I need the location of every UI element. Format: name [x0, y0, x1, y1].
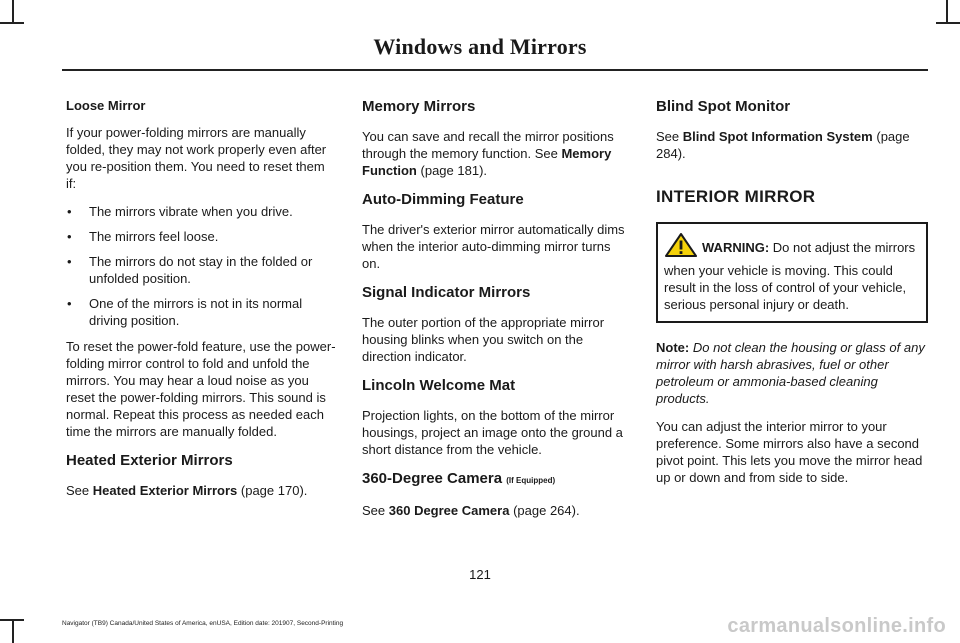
watermark: carmanualsonline.info	[727, 615, 946, 637]
memory-mirrors-heading: Memory Mirrors	[362, 98, 476, 115]
camera-heading	[362, 469, 632, 491]
see-label: See	[362, 503, 386, 518]
welcome-mat-text: Projection lights, on the bottom of the mirror housings, project an image onto the ground a short distance from the vehicle.	[362, 408, 623, 457]
list-item: • The mirrors vibrate when you drive.	[66, 203, 336, 220]
warning-text: Do not adjust the mirrors when your vehicle is moving. This could result in the loss of control of your vehicle, serious personal injury or death.	[664, 240, 916, 312]
auto-dimming-heading: Auto-Dimming Feature	[362, 191, 524, 208]
crop-mark-bottom-left-v	[12, 619, 14, 643]
signal-indicator-heading: Signal Indicator Mirrors	[362, 284, 531, 301]
page-reference: (page 284).	[656, 129, 910, 161]
welcome-mat-heading: Lincoln Welcome Mat	[362, 377, 516, 394]
page-reference: (page 170).	[240, 483, 308, 498]
warning-triangle-icon	[664, 232, 698, 262]
memory-mirrors-text	[362, 128, 632, 179]
edition-footer: Navigator (TB9) Canada/United States of America, enUSA, Edition date: 201907, Second-Printing	[62, 620, 344, 627]
warning-label: WARNING:	[702, 240, 770, 255]
camera-heading-text: 360-Degree Camera	[362, 470, 503, 487]
auto-dimming-text: The driver's exterior mirror automatically dims when the interior auto-dimming mirror turns on.	[362, 222, 625, 271]
page-reference: (page 181).	[420, 163, 488, 178]
column-left	[66, 97, 336, 510]
column-middle	[362, 97, 632, 530]
loose-mirror-heading: Loose Mirror	[66, 98, 146, 113]
camera-link[interactable]: 360 Degree Camera	[388, 503, 510, 518]
page-number: 121	[469, 567, 491, 582]
blind-spot-reference	[656, 128, 928, 162]
crop-mark-top-left-h	[0, 22, 24, 24]
memory-function-link[interactable]: Memory Function	[362, 146, 612, 178]
page-title: Windows and Mirrors	[373, 34, 587, 59]
warning-box	[656, 222, 928, 323]
note-paragraph	[656, 339, 928, 407]
header-rule	[62, 69, 928, 71]
list-item: • One of the mirrors is not in its normal driving position.	[66, 295, 336, 329]
note-label: Note:	[656, 340, 690, 355]
crop-mark-top-right-h	[936, 22, 960, 24]
interior-mirror-adjust-text: You can adjust the interior mirror to your preference. Some mirrors also have a second pivot point. This lets you move the mirror head up or down and from side to side.	[656, 419, 923, 485]
list-item: • The mirrors feel loose.	[66, 228, 336, 245]
list-item: • The mirrors do not stay in the folded or unfolded position.	[66, 253, 336, 287]
heated-mirrors-heading: Heated Exterior Mirrors	[66, 452, 233, 469]
memory-mirrors-body: You can save and recall the mirror positions through the memory function. See	[362, 129, 614, 161]
page-reference: (page 264).	[513, 503, 580, 518]
crop-mark-top-right-v	[946, 0, 948, 24]
camera-reference	[362, 502, 632, 519]
reset-instructions: To reset the power-fold feature, use the power-folding mirror control to fold and unfold the mirrors. You may hear a loud noise as you reset the power-folding mirrors. This sound is normal. Repeat this process as needed each time the mirrors are manually folded.	[66, 339, 336, 439]
if-equipped-tag: (If Equipped)	[506, 476, 556, 485]
see-label: See	[656, 129, 680, 144]
heated-mirrors-reference	[66, 482, 336, 499]
crop-mark-top-left-v	[12, 0, 14, 24]
crop-mark-bottom-left-h	[0, 619, 24, 621]
blind-spot-heading: Blind Spot Monitor	[656, 98, 791, 115]
blind-spot-link[interactable]: Blind Spot Information System	[682, 129, 873, 144]
interior-mirror-heading: INTERIOR MIRROR	[656, 187, 816, 206]
see-label: See	[66, 483, 90, 498]
reset-conditions-list	[66, 203, 336, 329]
signal-indicator-text: The outer portion of the appropriate mirror housing blinks when you switch on the direction indicator.	[362, 315, 605, 364]
column-right	[656, 97, 928, 497]
heated-mirrors-link[interactable]: Heated Exterior Mirrors	[92, 483, 238, 498]
note-text: Do not clean the housing or glass of any mirror with harsh abrasives, fuel or other petroleum or ammonia-based cleaning products.	[656, 340, 925, 406]
loose-mirror-intro: If your power-folding mirrors are manually folded, they may not work properly even after you re-position them. You need to reset them if:	[66, 125, 327, 191]
